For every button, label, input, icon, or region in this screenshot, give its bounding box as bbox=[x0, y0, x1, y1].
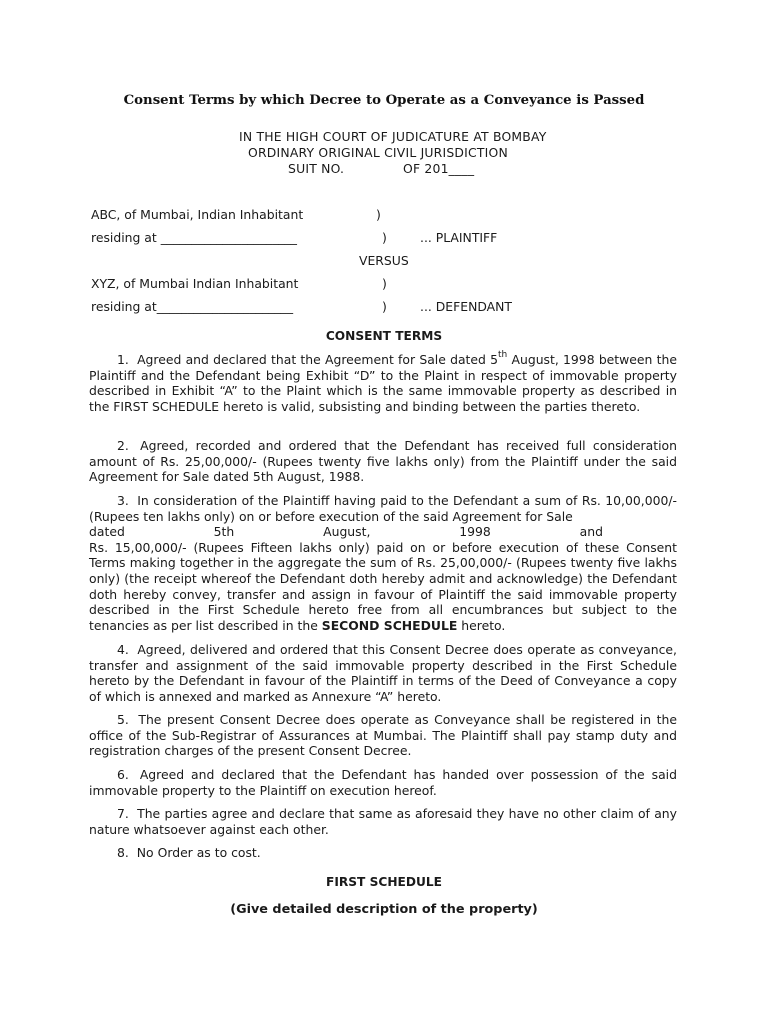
plaintiff-bracket-1: ) bbox=[376, 207, 381, 222]
clause-text: Agreed and declared that the Defendant has handed over possession of the said immovable property to the Plaintiff on execution hereof. bbox=[89, 767, 677, 798]
suit-number-label: SUIT NO. bbox=[288, 161, 345, 176]
plaintiff-role: ... PLAINTIFF bbox=[420, 230, 498, 245]
clause-text: No Order as to cost. bbox=[136, 845, 261, 860]
clause-3 bbox=[89, 493, 677, 633]
defendant-bracket-1: ) bbox=[382, 276, 387, 291]
clause-number: 6. bbox=[117, 767, 129, 782]
clause-8 bbox=[89, 845, 677, 861]
dated-word: and bbox=[579, 524, 603, 540]
clause-3-dated-row bbox=[89, 524, 677, 540]
first-schedule-note: (Give detailed description of the property) bbox=[230, 902, 538, 917]
clause-1 bbox=[89, 352, 677, 414]
dated-word: August, bbox=[323, 524, 371, 540]
clause-text: In consideration of the Plaintiff having paid to the Defendant a sum of Rs. 10,00,000/- (Rupees ten lakhs only) on or before execution of the said Agreement for Sale bbox=[89, 493, 677, 524]
superscript: th bbox=[498, 350, 508, 360]
first-schedule-heading: FIRST SCHEDULE bbox=[326, 875, 442, 889]
plaintiff-bracket-2: ) bbox=[382, 230, 387, 245]
clause-2 bbox=[89, 438, 677, 485]
clause-number: 5. bbox=[117, 712, 129, 727]
clause-text: Agreed, recorded and ordered that the Defendant has received full consideration amount of Rs. 25,00,000/- (Rupees twenty five lakhs only) from the Plaintiff under the said Agreement for Sale dated 5th August, 1988. bbox=[89, 438, 677, 485]
clause-text: hereto. bbox=[457, 617, 506, 633]
suit-of-year: OF 201____ bbox=[403, 161, 475, 176]
clause-7 bbox=[89, 806, 677, 837]
clause-number: 4. bbox=[117, 642, 129, 657]
clause-text: The present Consent Decree does operate as Conveyance shall be registered in the office of the Sub-Registrar of Assurances at Mumbai. The Plaintiff shall pay stamp duty and registration charges of the present Consent Decree. bbox=[89, 712, 677, 759]
document-title: Consent Terms by which Decree to Operate as a Conveyance is Passed bbox=[123, 93, 645, 108]
clause-number: 8. bbox=[117, 845, 129, 860]
defendant-bracket-2: ) bbox=[382, 299, 387, 314]
consent-terms-heading: CONSENT TERMS bbox=[325, 329, 443, 343]
clause-text: August, 1998 between the Plaintiff and the Defendant being Exhibit “D” to the Plaint in respect of immovable property described in Exhibit “A” to the Plaint which is the same immovable property as described in the FIRST SCHEDULE hereto is valid, subsisting and binding between the parties thereto. bbox=[89, 352, 677, 414]
clause-number: 7. bbox=[117, 806, 129, 821]
second-schedule-ref: SECOND SCHEDULE bbox=[321, 617, 458, 633]
clause-text: Rs. 15,00,000/- (Rupees Fifteen lakhs only) paid on or before execution of these Consent Terms making together in the aggregate the sum of Rs. 25,00,000/- (Rupees twenty five lakhs only) (the receipt whereof the Defendant doth hereby admit and acknowledge) the Defendant doth hereby convey, transfer and assign in favour of Plaintiff the said immovable property described in the First Schedule hereto free from all encumbrances but subject to the tenancies as per list described in the bbox=[89, 539, 677, 633]
clause-number: 3. bbox=[117, 493, 129, 508]
plaintiff-residing-line: residing at ______________________ bbox=[91, 230, 297, 245]
versus-label: VERSUS bbox=[359, 253, 409, 268]
jurisdiction-line: ORDINARY ORIGINAL CIVIL JURISDICTION bbox=[248, 145, 508, 160]
court-line: IN THE HIGH COURT OF JUDICATURE AT BOMBAY bbox=[239, 129, 547, 144]
defendant-name-line: XYZ, of Mumbai Indian Inhabitant bbox=[91, 276, 299, 291]
clause-4 bbox=[89, 642, 677, 704]
clause-6 bbox=[89, 767, 677, 798]
defendant-role: ... DEFENDANT bbox=[420, 299, 512, 314]
clause-text: The parties agree and declare that same as aforesaid they have no other claim of any nature whatsoever against each other. bbox=[89, 806, 677, 837]
clause-text: Agreed, delivered and ordered that this Consent Decree does operate as conveyance, transfer and assignment of the said immovable property described in the First Schedule hereto by the Defendant in favour of the Plaintiff in terms of the Deed of Conveyance a copy of which is annexed and marked as Annexure “A” hereto. bbox=[89, 642, 677, 704]
defendant-residing-line: residing at______________________ bbox=[91, 299, 294, 314]
clause-number: 1. bbox=[117, 352, 129, 367]
dated-word: 1998 bbox=[459, 524, 491, 540]
clause-number: 2. bbox=[117, 438, 129, 453]
dated-word: 5th bbox=[213, 524, 235, 540]
clause-text: Agreed and declared that the Agreement for Sale dated 5 bbox=[137, 352, 499, 367]
dated-word: dated bbox=[89, 524, 125, 540]
clause-5 bbox=[89, 712, 677, 759]
plaintiff-name-line: ABC, of Mumbai, Indian Inhabitant bbox=[91, 207, 304, 222]
